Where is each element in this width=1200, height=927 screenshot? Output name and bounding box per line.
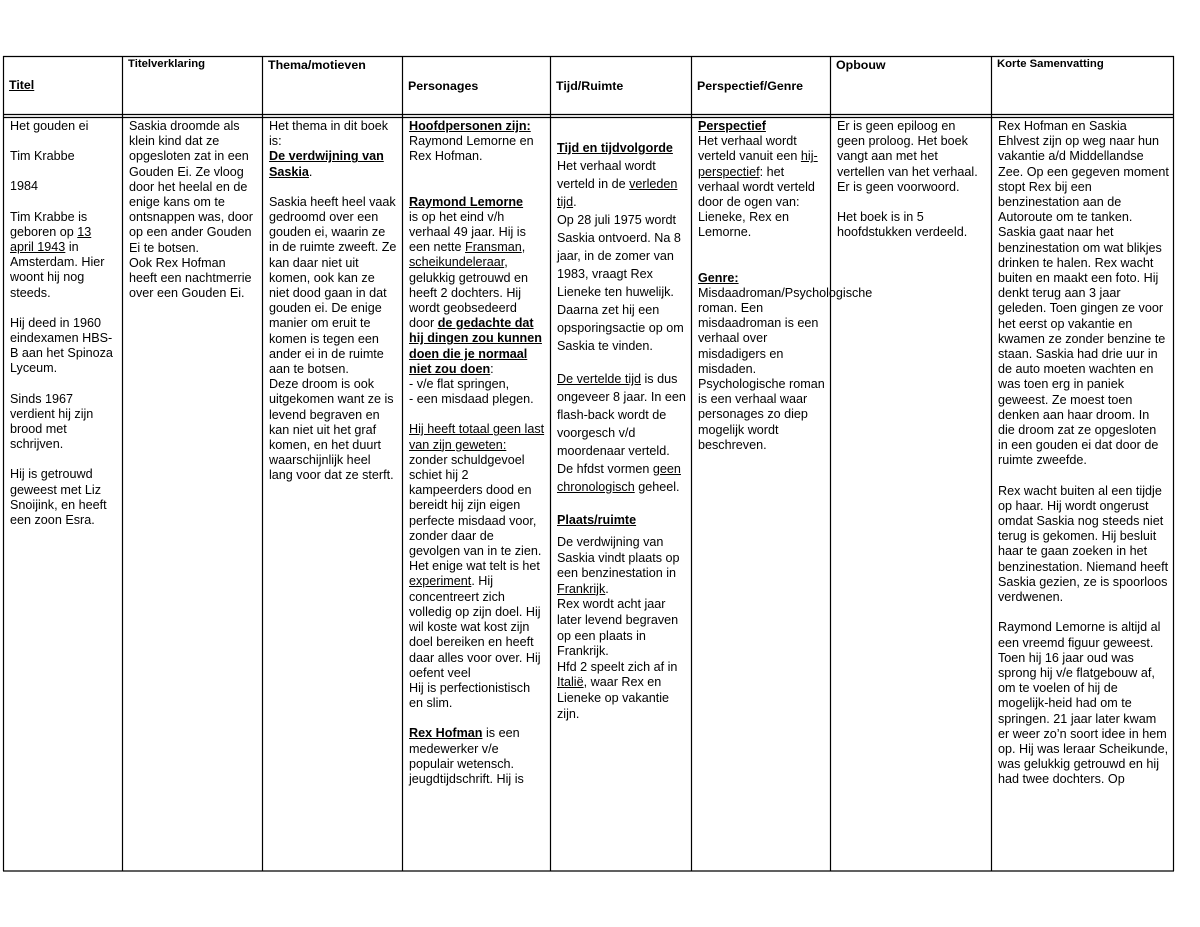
year: 1984 [10,179,39,194]
lemorne-description [409,210,545,377]
perspectief-text-a: Het verhaal wordt verteld vanuit een [698,134,798,164]
titelverklaring-text-1: Saskia droomde als klein kind dat ze opgesloten zat in een Gouden Ei. Ze vloog door het heelal en de enige kans om te ontsnappen was, door op een ander Gouden Ei te botsen. [129,119,253,255]
genre-text-2: Psychologische roman is een verhaal waar personages zo diep mogelijk wordt beschreven. [698,377,825,452]
lemorne-text-1: is op het eind v/h verhaal 49 jaar. Hij is een nette [409,209,526,255]
plaats-text-2: Rex wordt acht jaar later levend begraven op een plaats in Frankrijk. [557,597,679,659]
main-characters-names: Raymond Lemorne en Rex Hofman. [409,134,534,164]
thema-cell [263,118,402,870]
tijd-text-1c: . [573,195,577,209]
perspectief-cell [692,118,873,870]
personages-cell [403,118,550,870]
tijd-text-5c: geheel. [638,480,680,494]
tijd-cell [551,118,691,870]
thema-theme-text: De verdwijning van Saskia [269,149,384,179]
plaats-text-1c: . [605,581,609,596]
perspectief-text-c: : het verhaal wordt verteld door de ogen van: Lieneke, Rex en Lemorne. [698,164,815,240]
lemorne-text-2: , gelukkig getrouwd en heeft 2 dochters. Hij wordt geobsedeerd door [409,255,529,331]
plaats-italie: Italië [557,675,584,690]
plaats-text-3 [557,660,686,722]
tijd-chronologisch: geen chronologisch [557,462,681,494]
tijd-text-4b: is dus ongeveer 8 jaar. In een flash-back wordt de voorgesch v/d moordenaar verteld. [557,372,686,458]
tijd-text-2: Op 28 juli 1975 wordt Saskia ontvoerd. Na 8 jaar, in de zomer van 1983, vraagt Rex Lieneke ten huwelijk. [557,213,681,299]
hofman-heading: Rex Hofman [409,726,483,741]
perspectief-heading: Perspectief [698,119,766,133]
header-personages: Personages [408,79,479,93]
header-titel-text: Titel [9,78,35,92]
plaats-frankrijk: Frankrijk [557,581,606,596]
lemorne-leraar: scheikundeleraar [409,255,505,270]
hofman-text: is een medewerker v/e populair wetensch. jeugdtijdschrift. Hij is [409,726,524,786]
tijd-text-5a: De hfdst vormen [557,462,650,476]
bio-birth-post: in Amsterdam. Hier woont hij nog steeds. [10,240,105,300]
tijd-heading: Tijd en tijdvolgorde [557,141,673,155]
opbouw-text-2: Het boek is in 5 hoofdstukken verdeeld. [837,210,968,240]
tijd-text-1 [557,157,686,211]
book-title: Het gouden ei [10,119,89,133]
header-samenvatting: Korte Samenvatting [997,58,1104,70]
opbouw-text-1: Er is geen epiloog en geen proloog. Het boek vangt aan met het vertellen van het verhaal. Er is geen voorwoord. [837,119,978,194]
perspectief-hij: hij-perspectief [698,149,818,179]
titelverklaring-text-2: Ook Rex Hofman heeft een nachtmerrie over een Gouden Ei. [129,255,252,301]
bio-birth [10,210,117,301]
lemorne-list-2: - een misdaad plegen. [409,392,534,407]
lemorne-comma: , [521,240,526,255]
lemorne-colon: : [490,361,494,376]
bio-career: Sinds 1967 verdient hij zijn brood met schrijven. [10,391,94,452]
genre-heading: Genre: [698,270,739,285]
genre-text-1: Misdaadroman/Psychologische roman. Een misdaadroman is een verhaal over misdadigers en misdaden. [698,285,873,376]
header-titelverklaring: Titelverklaring [128,58,206,70]
titelverklaring-cell [123,118,262,870]
bio-family: Hij is getrouwd geweest met Liz Snoijink, en heeft een zoon Esra. [10,467,107,528]
hofman-description [409,726,545,787]
thema-text-2: Deze droom is ook uitgekomen want ze is levend begraven en kan niet uit het graf komen, en het duurt waarschijnlijk heel lang voor dat ze sterft. [269,377,394,483]
tijd-verleden: verleden tijd [557,177,678,209]
lemorne-experiment: experiment [409,574,472,589]
header-thema: Thema/motieven [268,58,366,72]
bio-school: Hij deed in 1960 eindexamen HBS-B aan het Spinoza Lyceum. [10,315,113,376]
samenvatting-cell [992,118,1173,870]
bio-birth-pre: Tim Krabbe is geboren op [10,209,88,239]
lemorne-idea: de gedachte dat hij dingen zou kunnen doen die je normaal niet zou doen [409,316,542,376]
tijd-text-1a: Het verhaal wordt verteld in de [557,159,656,191]
thema-theme [269,149,397,179]
samenvatting-p1: Rex Hofman en Saskia Ehlvest zijn op weg naar hun vakantie a/d Middellandse Zee. Op een gegeven moment stopt Rex bij een benzinestation aan de Autoroute om te tanken. Saskia gaat naar het benzinestation om wat blikjes drinken te halen. Rex wacht buiten en maakt een foto. Hij denkt terug aan 3 jaar geleden. Toen gingen ze voor het eerst op vakantie en kwamen ze zonder benzine te staan. Saskia had drie uur in de auto moeten wachten en was toen erg in paniek geweest. Ze moest toen denken aan haar droom. In die droom zat ze opgesloten in een gouden ei dat door de ruimte zweefde. [998,119,1169,468]
header-perspectief: Perspectief/Genre [697,79,804,93]
samenvatting-p2: Rex wacht buiten al een tijdje op haar. Hij wordt ongerust omdat Saskia nog steeds niet terug is gekomen. Hij besluit haar te gaan zoeken in het benzinestation. Niemand heeft Saskia gezien, ze is spoorloos verdwenen. [998,483,1169,605]
perspectief-text [698,134,825,240]
lemorne-list-1: - v/e flat springen, [409,377,510,392]
titel-cell [4,118,122,870]
lemorne-text-4b: . Hij concentreert zich volledig op zijn doel. Hij wil koste wat kost zijn doel bereiken en heeft daar alles voor over. Hij oefent veel [409,574,541,680]
plaats-text-1 [557,535,686,597]
tijd-text-3: Daarna zet hij een opsporingsactie op om Saskia te vinden. [557,303,684,353]
tijd-vertelde: De vertelde tijd [557,372,641,386]
plaats-heading: Plaats/ruimte [557,513,637,527]
thema-text: Saskia heeft heel vaak gedroomd over een gouden ei, waarin ze in de ruimte zweeft. Ze kan daar niet uit komen, ook kan ze niet dood gaan in dat gouden ei. De enige manier om eruit te komen is tegen een ander ei in de ruimte aan te botsen. [269,194,397,377]
bio-birth-date: 13 april 1943 [10,224,92,255]
plaats-text-3a: Hfd 2 speelt zich af in [557,659,678,674]
lemorne-text-4a: Het enige wat telt is het [409,559,540,574]
thema-theme-dot: . [308,164,313,179]
thema-intro: Het thema in dit boek is: [269,119,389,149]
plaats-text-1a: De verdwijning van Saskia vindt plaats op een benzinestation in [557,535,680,581]
opbouw-cell [831,118,991,870]
samenvatting-p3: Raymond Lemorne is altijd al een vreemd figuur geweest. Toen hij 16 jaar oud was sprong hij v/e flatgebouw af, om te voelen of hij de mogelijk-heid had om te springen. 21 jaar later kwam er weer zo’n soort idee in hem op. Hij was leraar Scheikunde, was gelukkig getrouwd en hij had twee dochters. Op [998,620,1169,787]
header-titel [4,78,122,92]
plaats-text-3c: , waar Rex en Lieneke op vakantie zijn. [557,675,670,721]
lemorne-text-4 [409,559,545,681]
tijd-text-4 [557,370,686,460]
main-characters-heading: Hoofdpersonen zijn: [409,119,531,133]
header-opbouw: Opbouw [836,58,886,72]
lemorne-text-3: zonder schuldgevoel schiet hij 2 kampeerders dood en bereidt hij zijn eigen perfecte misdaad voor, zonder daar de gevolgen van in te zien. [409,452,542,559]
lemorne-heading: Raymond Lemorne [409,194,524,209]
author: Tim Krabbe [10,149,75,164]
lemorne-fransman: Fransman [465,240,522,255]
header-tijd: Tijd/Ruimte [556,79,624,93]
tijd-text-5 [557,460,686,496]
lemorne-text-5: Hij is perfectionistisch en slim. [409,680,531,711]
lemorne-geweten: Hij heeft totaal geen last van zijn geweten: [409,422,545,452]
